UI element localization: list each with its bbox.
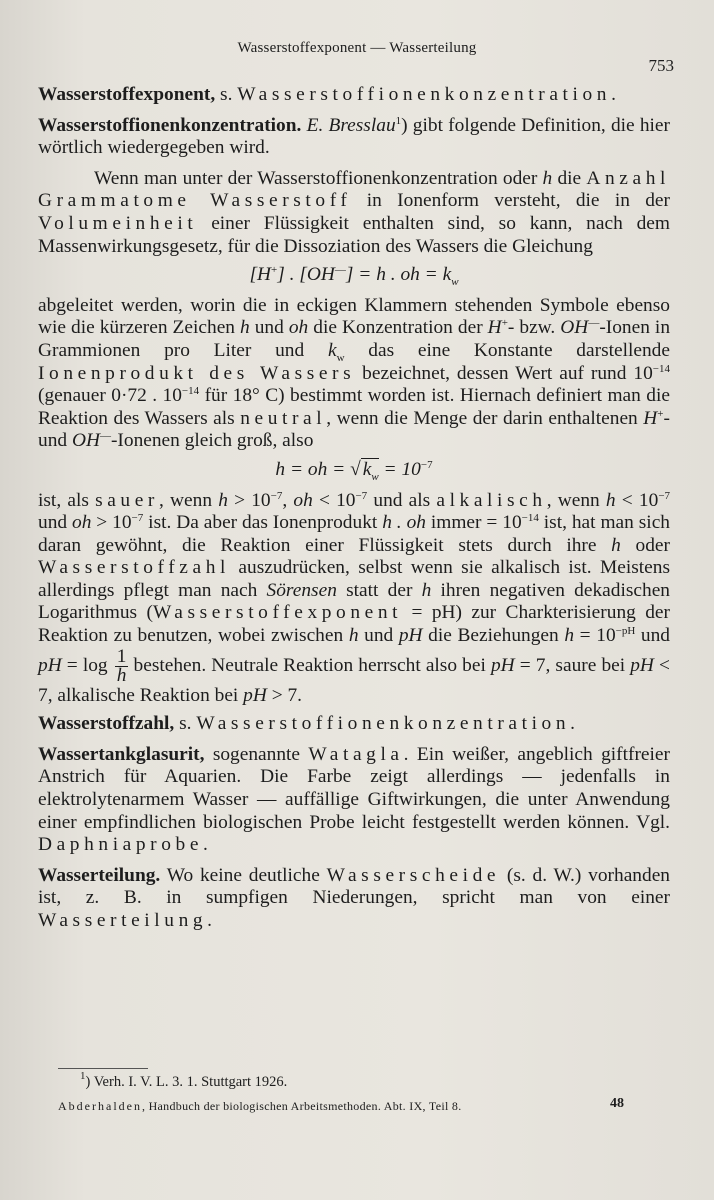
running-head: Wasserstoffexponent — Wasserteilung: [237, 40, 477, 56]
entry-headword: Wasserstoffzahl,: [38, 713, 175, 735]
equation-neutral: h = oh = √ $k_w = 10^{-7}$: [275, 458, 433, 483]
entry-headword: Wasserstoffexponent,: [38, 84, 216, 105]
entry-wasserstoffionenkonzentration: Wasserstoffionenkonzentration. E. Bresslau$^1$) gibt folgende Definition, die hier wörtlich wiedergegeben wird.: [38, 114, 670, 159]
author-name: E. Bresslau: [306, 114, 396, 136]
entry-headword: Wassertankglasurit,: [38, 743, 205, 765]
paragraph-definition: Wenn man unter der Wasserstoffionenkonzentration oder h die Anzahl Grammatome Wasserstoff in Ionenform versteht, die in der Volumeinheit einer Flüssigkeit enthalten sind, so kann, nach dem Massenwirkungsgesetz, für die Dissoziation des Wassers die Gleichung: [38, 167, 670, 257]
footnote: $^1$) Verh. I. V. L. 3. 1. Stuttgart 1926.: [80, 1070, 288, 1090]
fraction: $\frac{1}{h}$: [116, 645, 127, 686]
footnote-reference: 1: [395, 114, 402, 127]
footer-author: Abderhalden: [58, 1099, 142, 1113]
cross-reference: Wasserscheide: [326, 864, 501, 886]
paragraph-explanation: abgeleitet werden, worin die in eckigen Klammern stehenden Symbole ebenso wie die kürzeren Zeichen h und oh die Konzentration der H+- bzw. OH—-Ionen in Grammionen pro Liter und $k_w$ das eine Konstante darstellende Ionenprodukt des Wassers bezeichnet, dessen Wert auf rund $10^{-14}$ (genauer 0·72 . $10^{-14}$ für 18° C) bestimmt worden ist. Hiernach definiert man die Reaktion des Wassers als neutral, wenn die Menge der darin enthaltenen H+- und OH—-Ionenen gleich groß, also: [38, 294, 671, 452]
footnote-rule: [58, 1068, 148, 1069]
page-footer: Abderhalden, Handbuch der biologischen Arbeitsmethoden. Abt. IX, Teil 8.: [58, 1099, 462, 1113]
cross-reference: Wasserstoffionenkonzentration.: [196, 713, 580, 735]
footnote-mark: 1: [80, 1070, 86, 1082]
sheet-number: 48: [610, 1096, 624, 1111]
page-number: 753: [648, 56, 674, 75]
entry-wasserstoffexponent: Wasserstoffexponent, s. Wasserstoffionenkonzentration.: [38, 84, 621, 105]
entry-wasserstoffzahl: Wasserstoffzahl, s. Wasserstoffionenkonzentration.: [38, 713, 580, 735]
equation-ion-product: [H+] . [OH—] = h . oh = $k_w$: [249, 264, 459, 289]
entry-wasserteilung: Wasserteilung. Wo keine deutliche Wasserscheide (s. d. W.) vorhanden ist, z. B. in sumpfigen Niederungen, spricht man von einer Wasserteilung.: [38, 864, 670, 931]
paragraph-acid-alkaline: ist, als sauer, wenn $h > 10^{-7}$, oh < $10^{-7}$ und als alkalisch, wenn $h < 10^{-7}$ und oh > $10^{-7}$ ist. Da aber das Ionenprodukt h . oh immer = $10^{-14}$ ist, hat man sich daran gewöhnt, die Reaktion einer Flüssigkeit stets durch ihre h oder Wasserstoffzahl auszudrücken, selbst wenn sie alkalisch ist. Meistens allerdings pflegt man nach Sörensen statt der h ihren negativen dekadischen Logarithmus (Wasserstoffexponent = pH) zur Charkterisierung der Reaktion zu benutzen, wobei zwischen h und pH die Beziehungen $h = 10^{-pH}$ und pH = log $\frac{1}{h}$ bestehen. Neutrale Reaktion herrscht also bei pH = 7, saure bei pH < 7, alkalische Reaktion bei pH > 7.: [38, 489, 671, 706]
entry-headword: Wasserteilung.: [38, 864, 161, 886]
body-text: [38, 84, 670, 941]
entry-headword: Wasserstoffionenkonzentration.: [38, 114, 302, 136]
cross-reference: Wasserstoffionenkonzentration.: [237, 84, 621, 105]
cross-reference: Daphniaprobe: [38, 834, 204, 856]
entry-wassertankglasurit: Wassertankglasurit, sogenannte Watagla. Ein weißer, angeblich giftfreier Anstrich für Aquarien. Die Farbe zeigt allerdings — jedenfalls in elektrolytenarmem Wasser — auffällige Giftwirkungen, die unter Anwendung einer empfindlichen biologischen Probe leicht festgestellt werden können. Vgl. Daphniaprobe.: [38, 743, 670, 856]
